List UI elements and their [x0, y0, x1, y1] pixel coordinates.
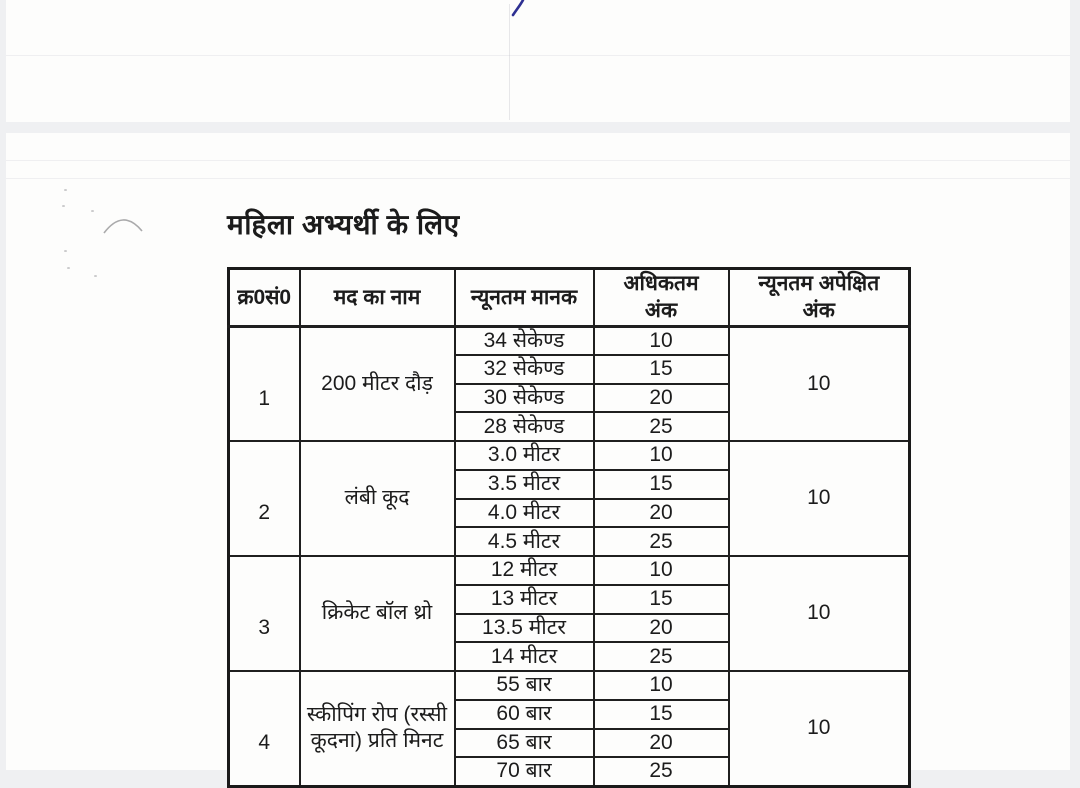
- serial-cell: 3: [229, 556, 300, 671]
- event-cell: क्रिकेट बॉल थ्रो: [300, 556, 455, 671]
- marks-cell: 25: [594, 527, 729, 556]
- required-marks-cell: 10: [729, 326, 910, 441]
- standard-cell: 28 सेकेण्ड: [455, 412, 594, 441]
- standard-cell: 13.5 मीटर: [455, 614, 594, 643]
- event-cell: 200 मीटर दौड़: [300, 326, 455, 441]
- required-marks-cell: 10: [729, 556, 910, 671]
- required-marks-cell: 10: [729, 671, 910, 786]
- table-row: [229, 671, 910, 700]
- standard-cell: 30 सेकेण्ड: [455, 384, 594, 413]
- serial-cell: 1: [229, 326, 300, 441]
- table-header-row: [229, 269, 910, 327]
- serial-cell: 2: [229, 441, 300, 556]
- marks-cell: 15: [594, 700, 729, 729]
- marks-cell: 10: [594, 441, 729, 470]
- column-header-minimum-standard: न्यूनतम मानक: [455, 269, 594, 327]
- marks-cell: 25: [594, 757, 729, 786]
- standards-table: [227, 267, 911, 788]
- table-row: [229, 326, 910, 355]
- standard-cell: 34 सेकेण्ड: [455, 326, 594, 355]
- standard-cell: 14 मीटर: [455, 642, 594, 671]
- standard-cell: 55 बार: [455, 671, 594, 700]
- scan-crease-line: [509, 4, 510, 120]
- marks-cell: 15: [594, 585, 729, 614]
- table-row: [229, 441, 910, 470]
- marks-cell: 25: [594, 642, 729, 671]
- column-header-minimum-required-marks: न्यूनतम अपेक्षित अंक: [729, 269, 910, 327]
- standard-cell: 3.0 मीटर: [455, 441, 594, 470]
- required-marks-cell: 10: [729, 441, 910, 556]
- scan-streak: [6, 55, 1070, 56]
- scan-speck: [67, 267, 70, 269]
- standard-cell: 4.5 मीटर: [455, 527, 594, 556]
- column-header-maximum-marks: अधिकतम अंक: [594, 269, 729, 327]
- standard-cell: 60 बार: [455, 700, 594, 729]
- table-row: [229, 556, 910, 585]
- standard-cell: 70 बार: [455, 757, 594, 786]
- pen-stroke-mark: [504, 0, 530, 18]
- standard-cell: 4.0 मीटर: [455, 499, 594, 528]
- standard-cell: 65 बार: [455, 729, 594, 758]
- event-cell: स्कीपिंग रोप (रस्सी कूदना) प्रति मिनट: [300, 671, 455, 786]
- marks-cell: 10: [594, 671, 729, 700]
- scan-streak: [6, 160, 1070, 161]
- scan-speck: [64, 250, 67, 252]
- marks-cell: 25: [594, 412, 729, 441]
- marks-cell: 20: [594, 614, 729, 643]
- standard-cell: 13 मीटर: [455, 585, 594, 614]
- marks-cell: 20: [594, 499, 729, 528]
- marks-cell: 20: [594, 729, 729, 758]
- column-header-item-name: मद का नाम: [300, 269, 455, 327]
- scan-streak: [6, 178, 1070, 179]
- marks-cell: 10: [594, 556, 729, 585]
- scan-speck: [64, 189, 67, 191]
- marks-cell: 15: [594, 470, 729, 499]
- scanned-page-current: [6, 133, 1070, 783]
- scan-speck: [94, 275, 97, 277]
- scan-speck: [62, 205, 65, 207]
- scan-speck: [91, 210, 94, 212]
- scan-artifact-arc: [102, 213, 144, 235]
- standard-cell: 12 मीटर: [455, 556, 594, 585]
- event-cell: लंबी कूद: [300, 441, 455, 556]
- marks-cell: 15: [594, 355, 729, 384]
- column-header-serial: क्र0सं0: [229, 269, 300, 327]
- marks-cell: 20: [594, 384, 729, 413]
- section-title: महिला अभ्यर्थी के लिए: [227, 209, 460, 240]
- serial-cell: 4: [229, 671, 300, 786]
- marks-cell: 10: [594, 326, 729, 355]
- standard-cell: 32 सेकेण्ड: [455, 355, 594, 384]
- scanned-page-previous: [6, 0, 1070, 122]
- standard-cell: 3.5 मीटर: [455, 470, 594, 499]
